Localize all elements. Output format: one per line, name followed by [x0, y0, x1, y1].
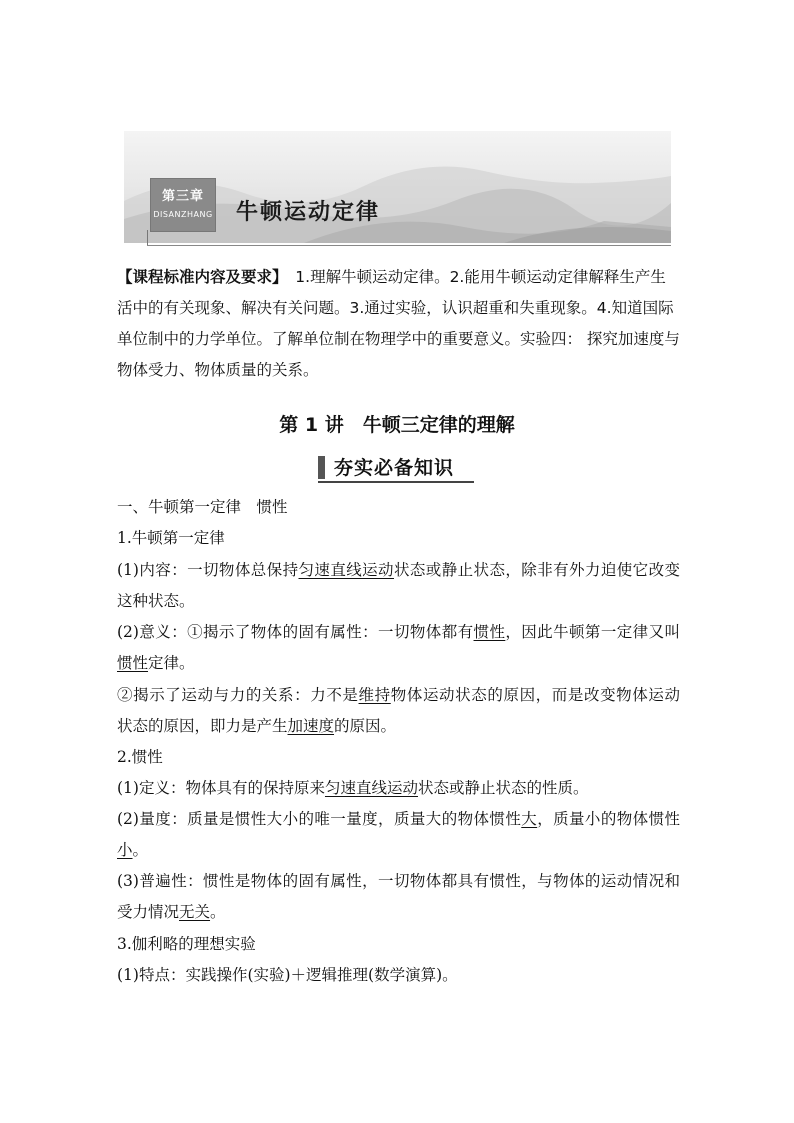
heading-first-law: 一、牛顿第一定律 惯性 — [117, 498, 288, 516]
content-line: (1)定义：物体具有的保持原来匀速直线运动状态或静止状态的性质。 — [117, 779, 589, 797]
chapter-number-badge — [150, 178, 216, 232]
section-tag-label: 夯实必备知识 — [334, 457, 455, 479]
section-tag-bar — [318, 456, 325, 479]
key-term: 加速度 — [287, 717, 335, 735]
subheading-first-law: 1.牛顿第一定律 — [117, 529, 225, 547]
content-line: ②揭示了运动与力的关系：力不是维持物体运动状态的原因，而是改变物体运动 — [117, 686, 680, 704]
key-term: 匀速直线运动 — [324, 779, 418, 797]
key-term: 无关 — [179, 903, 211, 921]
curriculum-standard-text: 1.理解牛顿运动定律。2.能用牛顿运动定律解释生产生活中的有关现象、解决有关问题。3.通过实验，认识超重和失重现象。4.知道国际单位制中的力学单位。了解单位制在物理学中的重要意义。实验四： 探究加速度与物体受力、物体质量的关系。 — [117, 268, 680, 379]
banner-rule-horizontal — [147, 245, 671, 246]
content-line: 受力情况无关。 — [117, 903, 226, 921]
chapter-title: 牛顿运动定律 — [236, 200, 381, 225]
subheading-galileo: 3.伽利略的理想实验 — [117, 935, 256, 953]
content-line: (1)内容：一切物体总保持匀速直线运动状态或静止状态，除非有外力迫使它改变 — [117, 561, 680, 579]
subheading-inertia: 2.惯性 — [117, 748, 163, 766]
banner-rule-vertical — [147, 230, 148, 245]
key-term: 大 — [521, 810, 538, 828]
key-term: 维持 — [358, 686, 391, 704]
content-line: (2)量度：质量是惯性大小的唯一量度，质量大的物体惯性大，质量小的物体惯性 — [117, 810, 680, 828]
key-term: 惯性 — [117, 654, 149, 672]
content-line: (2)意义：①揭示了物体的固有属性：一切物体都有惯性，因此牛顿第一定律又叫 — [117, 623, 680, 641]
curriculum-standard-paragraph — [117, 262, 680, 386]
lecture-title: 第 1 讲 牛顿三定律的理解 — [279, 414, 515, 436]
chapter-number-pinyin: DISANZHANG — [153, 210, 213, 219]
content-line: 惯性定律。 — [117, 654, 195, 672]
chapter-number-label: 第三章 — [161, 189, 204, 204]
content-line: 小。 — [117, 841, 149, 859]
section-tag — [318, 453, 474, 483]
content-line: (3)普遍性：惯性是物体的固有属性，一切物体都具有惯性，与物体的运动情况和 — [117, 872, 680, 890]
key-term: 匀速直线运动 — [298, 561, 394, 579]
curriculum-standard-lead: 【课程标准内容及要求】 — [117, 268, 280, 286]
content-line: 状态的原因，即力是产生加速度的原因。 — [117, 717, 397, 735]
content-line: (1)特点：实践操作(实验)＋逻辑推理(数学演算)。 — [117, 966, 458, 984]
key-term: 惯性 — [473, 623, 506, 641]
content-line: 这种状态。 — [117, 592, 195, 610]
key-term: 小 — [117, 841, 133, 859]
